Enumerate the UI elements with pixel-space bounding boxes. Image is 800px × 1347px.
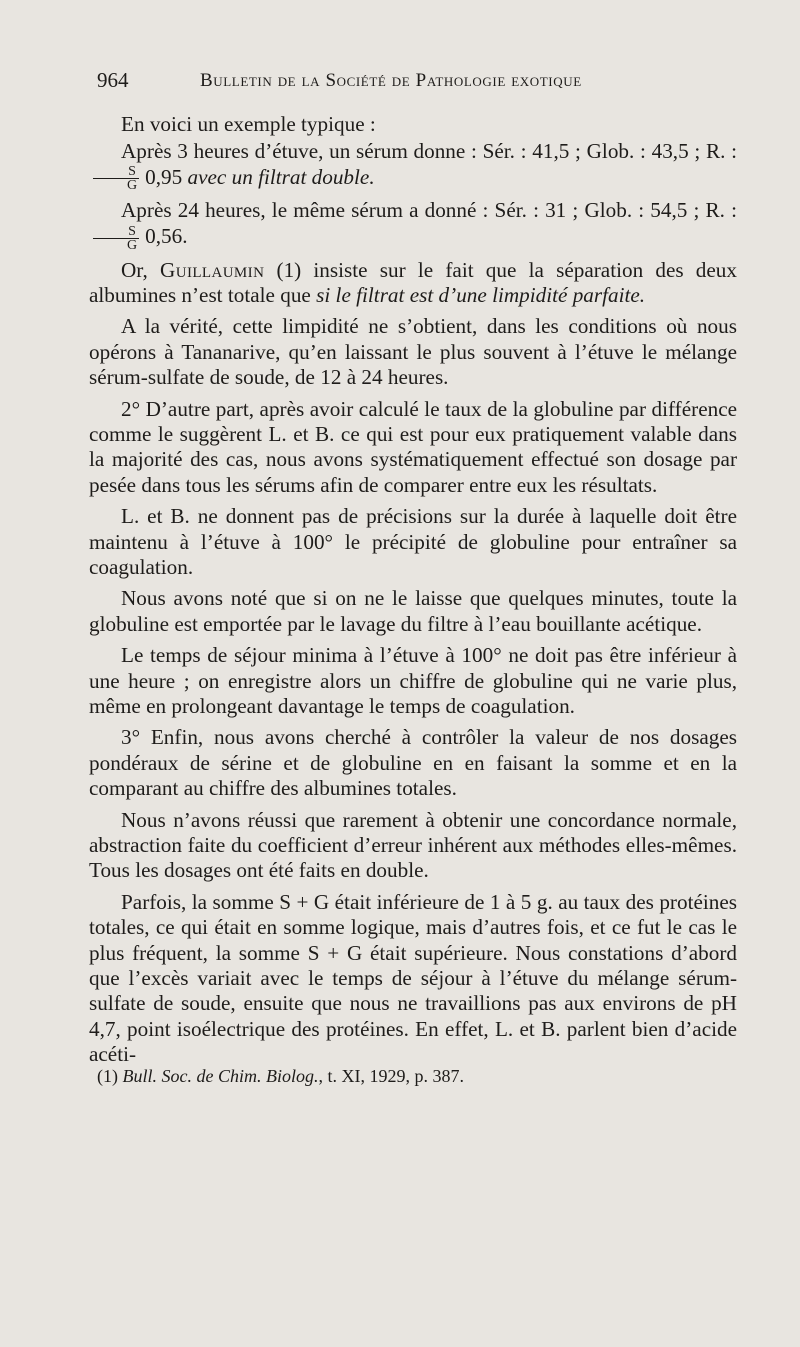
fraction-denominator: G	[127, 178, 138, 194]
footnote-reference: , t. XI, 1929, p. 387.	[318, 1066, 464, 1086]
paragraph-5: A la vérité, cette limpidité ne s’obtient, dans les conditions où nous opérons à Tananarive, qu’en laissant le plus souvent à l’étuve le mélange sérum-sulfate de soude, de 12 à 24 heures.	[89, 314, 737, 390]
italic-phrase: avec un filtrat double.	[187, 164, 375, 189]
paragraph-3-text: Après 24 heures, le même sérum a donné : Sér. : 31 ; Glob. : 54,5 ; R. :	[121, 198, 737, 223]
paragraph-11: Nous n’avons réussi que rarement à obtenir une concordance normale, abstraction faite du coefficient d’erreur inhérent aux méthodes elles-mêmes. Tous les dosages ont été faits en double.	[89, 807, 737, 883]
italic-phrase: si le filtrat est d’une limpidité parfaite.	[316, 282, 646, 307]
ratio-fraction	[93, 165, 139, 192]
fraction-numerator: S	[93, 165, 139, 179]
footnote-journal: Bull. Soc. de Chim. Biolog.	[122, 1066, 319, 1086]
ratio-fraction	[93, 225, 139, 252]
body-text	[89, 112, 737, 1074]
paragraph-4-text: (1) insiste sur le fait que la séparation des deux albumines n’est totale que	[89, 257, 737, 307]
ratio-value: 0,56.	[145, 223, 188, 248]
paragraph-3	[89, 198, 737, 251]
paragraph-4	[89, 258, 737, 309]
paragraph-12: Parfois, la somme S + G était inférieure de 1 à 5 g. au taux des protéines totales, ce qui était en somme logique, mais d’autres fois, et ce fut le cas le plus fréquent, la somme S + G était supérieure. Nous constations d’abord que l’excès variait avec le temps de séjour à l’étuve du mélange sérum-sulfate de soude, ensuite que nous ne travaillions pas aux environs de pH 4,7, point isoélectrique des protéines. En effet, L. et B. parlent bien d’acide acéti-	[89, 889, 737, 1067]
ratio-value: 0,95	[145, 164, 183, 189]
author-name: Guillaumin	[160, 257, 265, 282]
paragraph-9: Le temps de séjour minima à l’étuve à 100° ne doit pas être inférieur à une heure ; on enregistre alors un chiffre de globuline qui ne varie plus, même en prolongeant davantage le temps de coagulation.	[89, 643, 737, 718]
footnote-marker: (1)	[97, 1066, 118, 1086]
paragraph-4-lead: Or,	[121, 257, 148, 282]
paragraph-7: L. et B. ne donnent pas de précisions sur la durée à laquelle doit être maintenu à l’étuve à 100° le précipité de globuline pour entraîner sa coagulation.	[89, 504, 737, 579]
fraction-numerator: S	[93, 225, 139, 239]
paragraph-10: 3° Enfin, nous avons cherché à contrôler la valeur de nos dosages pondéraux de sérine et de globuline en en faisant la somme et en la comparant au chiffre des albumines totales.	[89, 725, 737, 801]
page-number: 964	[97, 68, 129, 92]
paragraph-6: 2° D’autre part, après avoir calculé le taux de la globuline par différence comme le suggèrent L. et B. ce qui est pour eux pratiquement valable dans la majorité des cas, nous avons systématiquement effectué son dosage par pesée dans tous les sérums afin de comparer entre eux les résultats.	[89, 396, 737, 497]
paragraph-8: Nous avons noté que si on ne le laisse que quelques minutes, toute la globuline est emportée par le lavage du filtre à l’eau bouillante acétique.	[89, 586, 737, 636]
page-header	[97, 68, 657, 98]
footnote	[97, 1064, 717, 1088]
paragraph-1: En voici un exemple typique :	[121, 112, 376, 136]
paragraph-2-text: Après 3 heures d’étuve, un sérum donne : Sér. : 41,5 ; Glob. : 43,5 ; R. :	[121, 139, 737, 164]
paragraph-2	[89, 139, 737, 192]
fraction-denominator: G	[127, 237, 138, 253]
running-head: Bulletin de la Société de Pathologie exotique	[200, 70, 582, 91]
